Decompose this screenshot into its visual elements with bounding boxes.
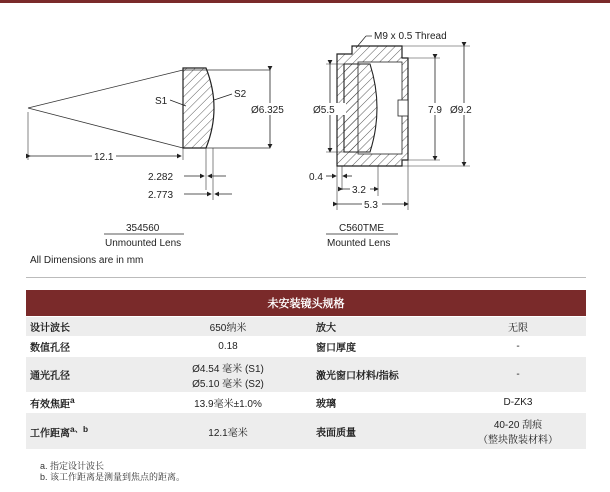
row-value: 12.1毫米 bbox=[144, 413, 312, 449]
mounted-lens-view bbox=[309, 31, 479, 249]
row-value: 13.9毫米±1.0% bbox=[144, 393, 312, 413]
back-focal-dim-label: 12.1 bbox=[94, 152, 114, 163]
right-part-number: C560TME bbox=[339, 223, 385, 234]
table-row bbox=[26, 317, 586, 337]
lens-element bbox=[183, 68, 214, 148]
row-label: 放大 bbox=[312, 317, 450, 337]
dim-32-label: 3.2 bbox=[352, 185, 366, 196]
clear-aperture-s2: Ø5.10 毫米 (S2) bbox=[192, 378, 264, 390]
diameter-6325-label: Ø6.325 bbox=[251, 105, 284, 116]
mounted-lens-element bbox=[344, 64, 377, 152]
dim-53-label: 5.3 bbox=[364, 200, 378, 211]
row-label: 表面质量 bbox=[312, 413, 450, 449]
row-label: 数值孔径 bbox=[26, 337, 144, 357]
table-row bbox=[26, 393, 586, 413]
row-value: D-ZK3 bbox=[450, 393, 586, 413]
row-value: - bbox=[450, 337, 586, 357]
table-row bbox=[26, 357, 586, 393]
row-label: 设计波长 bbox=[26, 317, 144, 337]
clear-aperture-s1: Ø4.54 毫米 (S1) bbox=[192, 363, 264, 375]
footnotes bbox=[40, 461, 185, 483]
footnote-a: a. 指定设计波长 bbox=[40, 461, 105, 471]
dim-2282-label: 2.282 bbox=[148, 172, 174, 183]
unmounted-lens-view bbox=[28, 68, 292, 249]
right-part-name: Mounted Lens bbox=[327, 238, 391, 249]
row-value bbox=[144, 357, 312, 393]
spec-table bbox=[26, 290, 586, 449]
row-label: 有效焦距$^a$ bbox=[26, 393, 144, 413]
dim-92-label: Ø9.2 bbox=[450, 105, 472, 116]
dim-04-label: 0.4 bbox=[309, 172, 323, 183]
row-label: 窗口厚度 bbox=[312, 337, 450, 357]
s2-label: S2 bbox=[234, 89, 247, 100]
row-label: 通光孔径 bbox=[26, 357, 144, 393]
thread-label: M9 x 0.5 Thread bbox=[374, 31, 447, 42]
footnote-b: b. 该工作距离是测量到焦点的距离。 bbox=[40, 472, 186, 482]
row-value: 0.18 bbox=[144, 337, 312, 357]
units-note: All Dimensions are in mm bbox=[30, 255, 144, 266]
dim-79-label: 7.9 bbox=[428, 105, 442, 116]
surface-quality-note: （整块散装材料） bbox=[478, 435, 558, 447]
row-label: 工作距离$^{a、b}$ bbox=[26, 413, 144, 449]
row-value bbox=[450, 413, 586, 449]
left-part-number: 354560 bbox=[126, 223, 160, 234]
table-row bbox=[26, 337, 586, 357]
aperture-55-label: Ø5.5 bbox=[313, 105, 335, 116]
spec-table-title: 未安装镜头规格 bbox=[26, 290, 586, 317]
row-value: - bbox=[450, 357, 586, 393]
section-divider bbox=[26, 277, 586, 278]
row-label: 玻璃 bbox=[312, 393, 450, 413]
dim-2773-label: 2.773 bbox=[148, 190, 174, 201]
row-label: 激光窗口材料/指标 bbox=[312, 357, 450, 393]
s1-label: S1 bbox=[155, 96, 168, 107]
left-part-name: Unmounted Lens bbox=[105, 238, 182, 249]
table-row bbox=[26, 413, 586, 449]
surface-quality-value: 40-20 刮痕 bbox=[493, 420, 543, 432]
row-value: 650纳米 bbox=[144, 317, 312, 337]
row-value: 无限 bbox=[450, 317, 586, 337]
footnote-marker: a、b bbox=[70, 423, 89, 434]
footnote-marker: a bbox=[70, 395, 75, 405]
